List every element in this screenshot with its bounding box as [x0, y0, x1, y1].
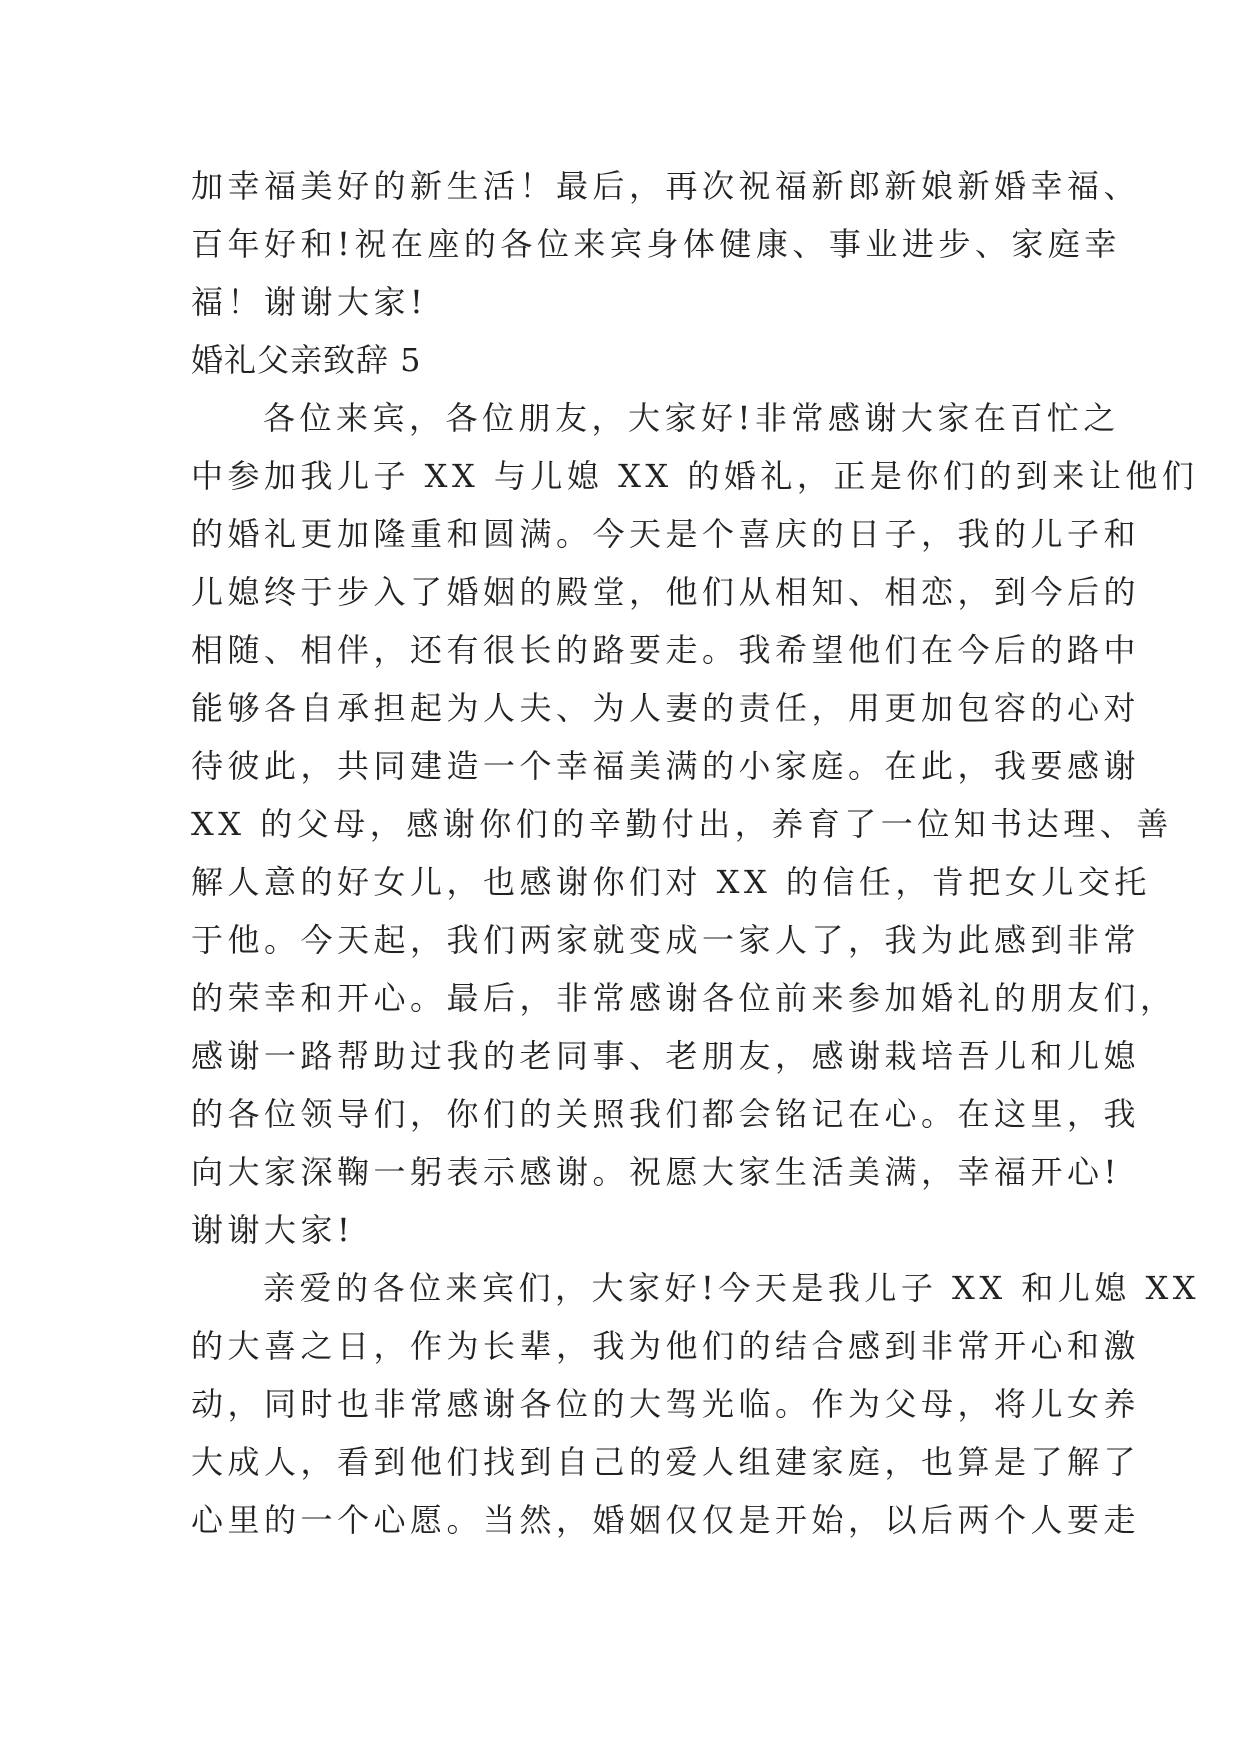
text-line: 于他。今天起，我们两家就变成一家人了，我为此感到非常 [191, 921, 1141, 959]
text-line: 待彼此，共同建造一个幸福美满的小家庭。在此，我要感谢 [191, 747, 1141, 785]
text-line: 加幸福美好的新生活！最后，再次祝福新郎新娘新婚幸福、 [191, 167, 1141, 205]
text-line: XX 的父母，感谢你们的辛勤付出，养育了一位知书达理、善 [191, 805, 1173, 843]
text-line: 的大喜之日，作为长辈，我为他们的结合感到非常开心和激 [191, 1327, 1141, 1365]
section-heading: 婚礼父亲致辞 5 [191, 341, 422, 379]
text-line: 大成人，看到他们找到自己的爱人组建家庭，也算是了解了 [191, 1443, 1141, 1481]
text-line: 解人意的好女儿，也感谢你们对 XX 的信任，肯把女儿交托 [191, 863, 1151, 901]
text-line: 谢谢大家! [191, 1211, 355, 1249]
text-line: 的各位领导们，你们的关照我们都会铭记在心。在这里，我 [191, 1095, 1141, 1133]
paragraph-first-line: 各位来宾，各位朋友，大家好!非常感谢大家在百忙之 [263, 399, 1120, 437]
text-line: 能够各自承担起为人夫、为人妻的责任，用更加包容的心对 [191, 689, 1141, 727]
text-line: 的婚礼更加隆重和圆满。今天是个喜庆的日子，我的儿子和 [191, 515, 1141, 553]
text-line: 百年好和!祝在座的各位来宾身体健康、事业进步、家庭幸 [191, 225, 1121, 263]
text-line: 的荣幸和开心。最后，非常感谢各位前来参加婚礼的朋友们， [191, 979, 1177, 1017]
text-line: 中参加我儿子 XX 与儿媳 XX 的婚礼，正是你们的到来让他们 [191, 457, 1199, 495]
text-line: 感谢一路帮助过我的老同事、老朋友，感谢栽培吾儿和儿媳 [191, 1037, 1141, 1075]
text-line: 福！谢谢大家! [191, 283, 428, 321]
text-line: 动，同时也非常感谢各位的大驾光临。作为父母，将儿女养 [191, 1385, 1141, 1423]
text-line: 心里的一个心愿。当然，婚姻仅仅是开始，以后两个人要走 [191, 1501, 1141, 1539]
document-body [191, 157, 1201, 1549]
text-line: 向大家深鞠一躬表示感谢。祝愿大家生活美满，幸福开心! [191, 1153, 1121, 1191]
text-line: 儿媳终于步入了婚姻的殿堂，他们从相知、相恋，到今后的 [191, 573, 1141, 611]
text-line: 相随、相伴，还有很长的路要走。我希望他们在今后的路中 [191, 631, 1141, 669]
paragraph-first-line: 亲爱的各位来宾们，大家好!今天是我儿子 XX 和儿媳 XX [263, 1269, 1201, 1307]
